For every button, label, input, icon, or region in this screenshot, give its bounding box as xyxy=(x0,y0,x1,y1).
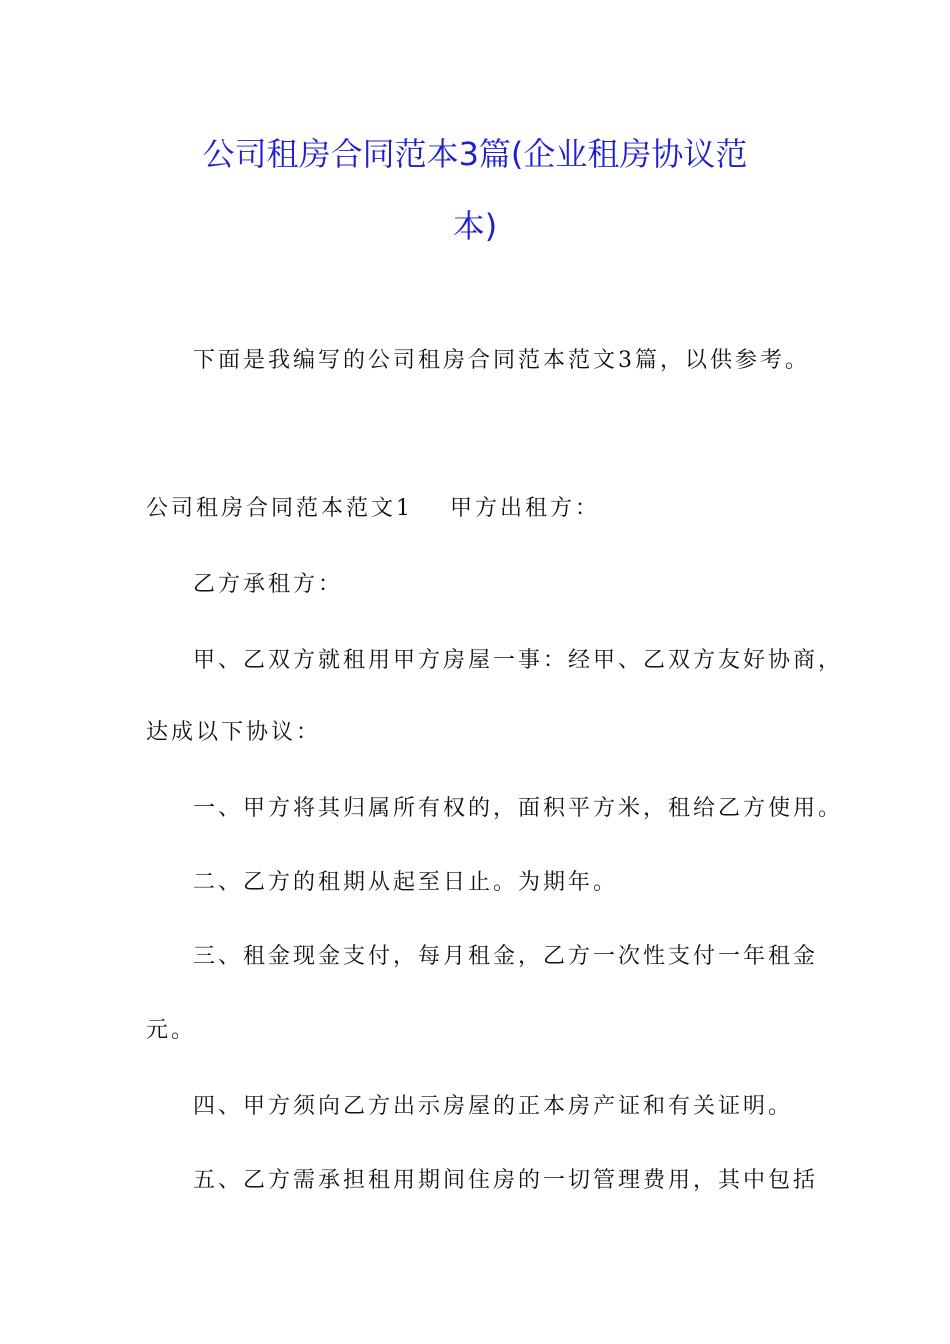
clause-2: 二、乙方的租期从起至日止。为期年。 xyxy=(193,870,619,895)
party-b-label: 乙方承租方： xyxy=(193,572,344,597)
intro-paragraph: 下面是我编写的公司租房合同范本范文3篇，以供参考。 xyxy=(193,348,810,373)
document-title-line-1: 公司租房合同范本3篇(企业租房协议范 xyxy=(202,135,748,173)
clause-3-line-1: 三、租金现金支付，每月租金，乙方一次性支付一年租金 xyxy=(193,944,819,969)
clause-5-line-1: 五、乙方需承担租用期间住房的一切管理费用，其中包括 xyxy=(193,1168,819,1193)
clause-1: 一、甲方将其归属所有权的，面积平方米，租给乙方使用。 xyxy=(193,796,844,821)
preamble-line-1: 甲、乙双方就租用甲方房屋一事：经甲、乙双方友好协商， xyxy=(193,648,844,673)
section-heading: 公司租房合同范本范文1 xyxy=(146,496,413,521)
document-title-line-2: 本) xyxy=(452,207,498,245)
clause-4: 四、甲方须向乙方出示房屋的正本房产证和有关证明。 xyxy=(193,1094,794,1119)
party-a-label: 甲方出租方： xyxy=(450,496,601,521)
clause-3-line-2: 元。 xyxy=(146,1018,197,1043)
preamble-line-2: 达成以下协议： xyxy=(146,720,322,745)
